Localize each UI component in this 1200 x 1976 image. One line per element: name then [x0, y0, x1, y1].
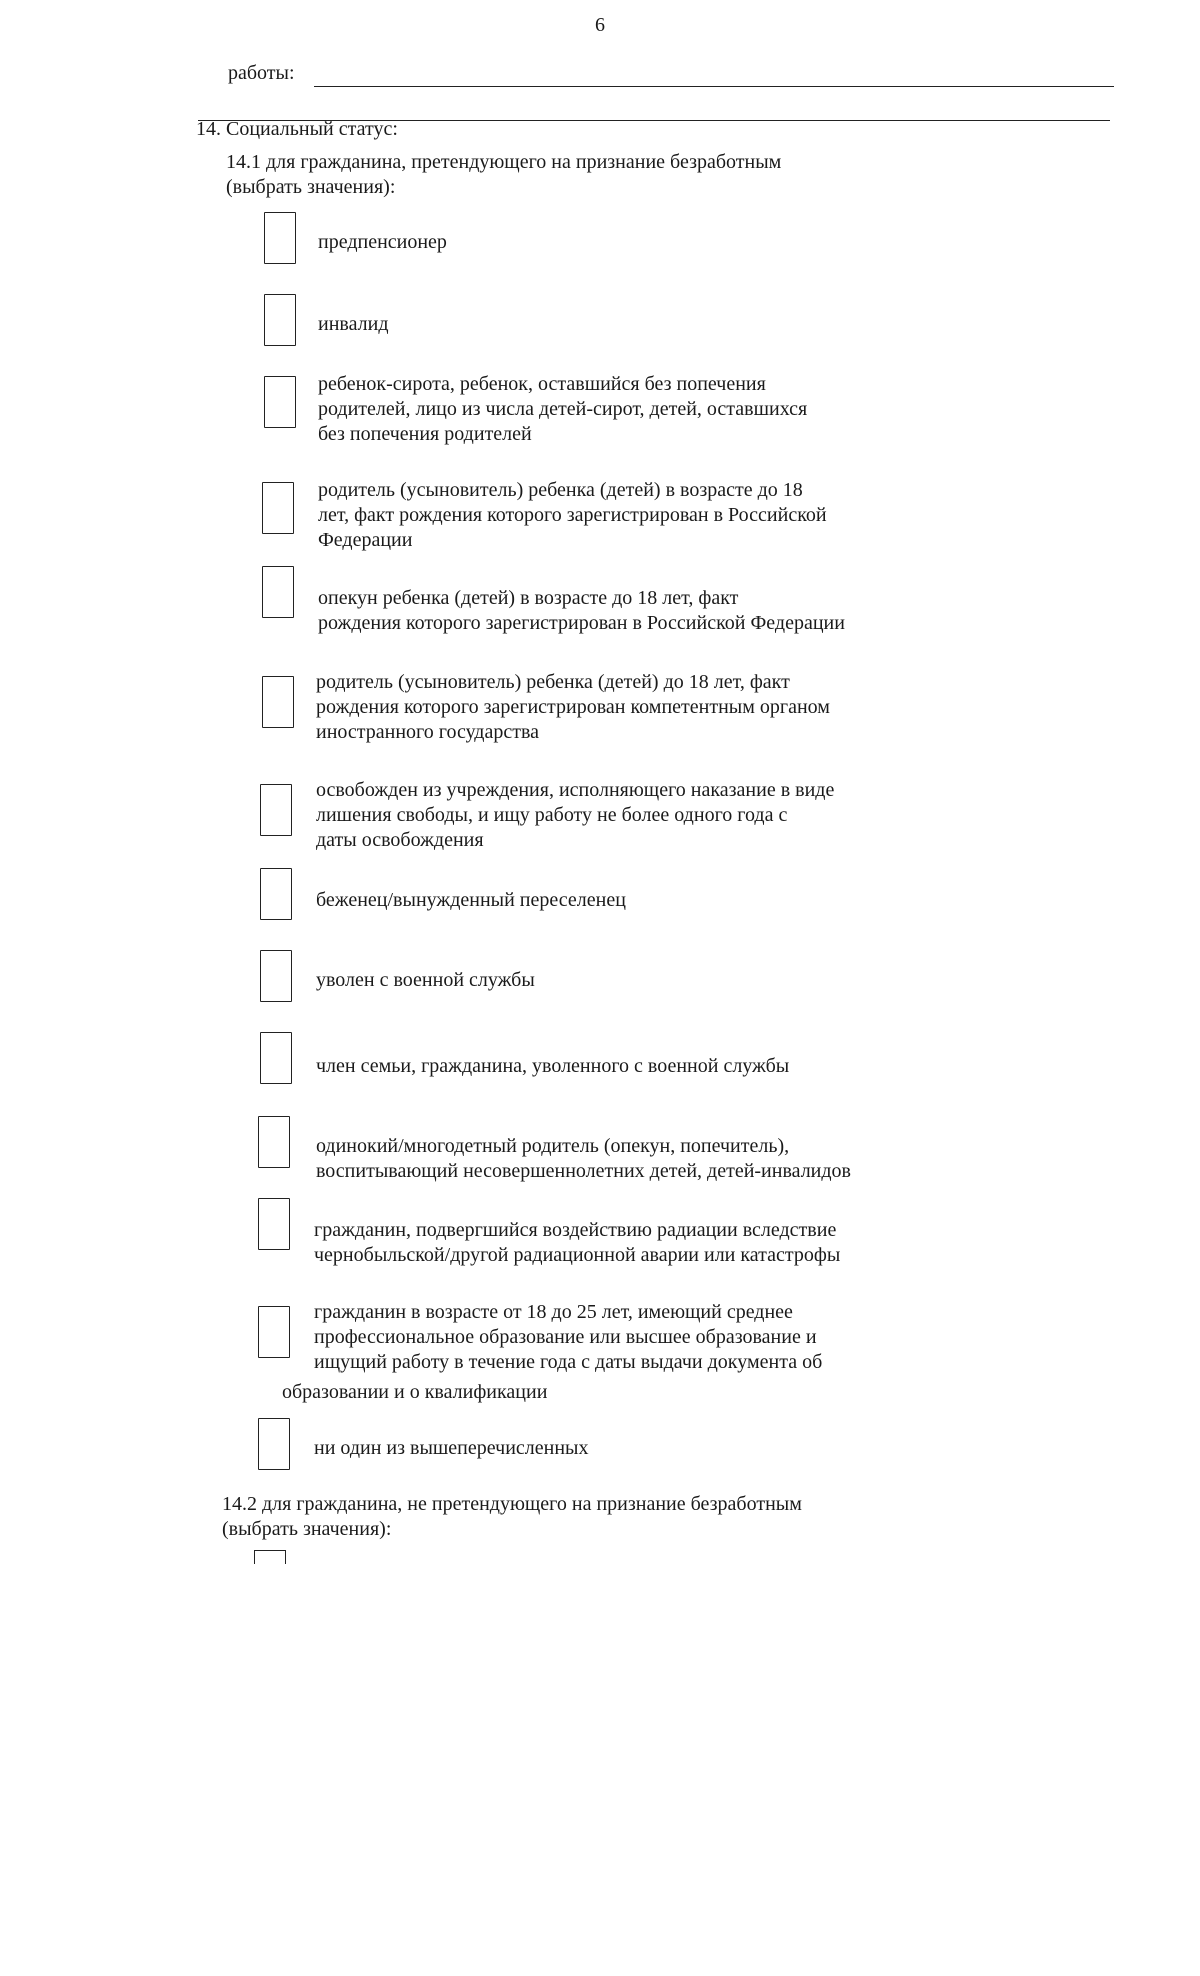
option-label-radiation: гражданин, подвергшийся воздействию радиации вследствие чернобыльской/другой радиационной аварии или катастрофы	[314, 1219, 841, 1266]
subsection-14-1-heading: 14.1 для гражданина, претендующего на признание безработным	[226, 151, 782, 173]
option-label-none-of-above: ни один из вышеперечисленных	[314, 1437, 589, 1459]
checkbox-young-graduate[interactable]	[258, 1306, 290, 1358]
subsection-14-2-instruction: (выбрать значения):	[222, 1518, 392, 1540]
option-label-parent-rf: родитель (усыновитель) ребенка (детей) в возрасте до 18 лет, факт рождения которого зарегистрирован в Российской Федерации	[318, 479, 827, 551]
checkbox-military-family[interactable]	[260, 1032, 292, 1084]
subsection-14-2-heading: 14.2 для гражданина, не претендующего на признание безработным	[222, 1493, 802, 1515]
option-label-single-parent: одинокий/многодетный родитель (опекун, попечитель), воспитывающий несовершеннолетних детей, детей-инвалидов	[316, 1135, 851, 1182]
checkbox-partial[interactable]	[254, 1550, 286, 1564]
checkbox-refugee[interactable]	[260, 868, 292, 920]
option-label-parent-foreign: родитель (усыновитель) ребенка (детей) до 18 лет, факт рождения которого зарегистрирован компетентным органом иностранного государства	[316, 671, 830, 743]
option-label-pre-pensioner: предпенсионер	[318, 231, 447, 253]
work-label: работы:	[228, 62, 295, 84]
subsection-14-1-instruction: (выбрать значения):	[226, 176, 396, 198]
option-label-discharged-military: уволен с военной службы	[316, 969, 535, 991]
checkbox-parent-foreign[interactable]	[262, 676, 294, 728]
subsection-14-1	[226, 150, 781, 200]
checkbox-single-parent[interactable]	[258, 1116, 290, 1168]
option-label-young-graduate-tail: образовании и о квалификации	[282, 1381, 548, 1403]
checkbox-discharged-military[interactable]	[260, 950, 292, 1002]
checkbox-orphan[interactable]	[264, 376, 296, 428]
checkbox-guardian-rf[interactable]	[262, 566, 294, 618]
section-title-social-status: 14. Социальный статус:	[196, 118, 398, 140]
option-label-guardian-rf: опекун ребенка (детей) в возрасте до 18 лет, факт рождения которого зарегистрирован в Российской Федерации	[318, 587, 845, 634]
option-label-military-family: член семьи, гражданина, уволенного с военной службы	[316, 1055, 790, 1077]
subsection-14-2	[222, 1492, 802, 1542]
option-label-refugee: беженец/вынужденный переселенец	[316, 889, 626, 911]
option-label-orphan: ребенок-сирота, ребенок, оставшийся без попечения родителей, лицо из числа детей-сирот, детей, оставшихся без попечения родителей	[318, 373, 808, 445]
checkbox-pre-pensioner[interactable]	[264, 212, 296, 264]
option-label-disabled: инвалид	[318, 313, 389, 335]
checkbox-released-prison[interactable]	[260, 784, 292, 836]
checkbox-radiation[interactable]	[258, 1198, 290, 1250]
checkbox-none-of-above[interactable]	[258, 1418, 290, 1470]
checkbox-parent-rf[interactable]	[262, 482, 294, 534]
option-label-released-prison: освобожден из учреждения, исполняющего наказание в виде лишения свободы, и ищу работу не более одного года с даты освобождения	[316, 779, 835, 851]
option-label-young-graduate: гражданин в возрасте от 18 до 25 лет, имеющий среднее профессиональное образование или высшее образование и ищущий работу в течение года с даты выдачи документа об	[314, 1301, 823, 1373]
checkbox-disabled[interactable]	[264, 294, 296, 346]
page-number: 6	[595, 14, 605, 36]
work-input-line[interactable]	[314, 86, 1114, 87]
